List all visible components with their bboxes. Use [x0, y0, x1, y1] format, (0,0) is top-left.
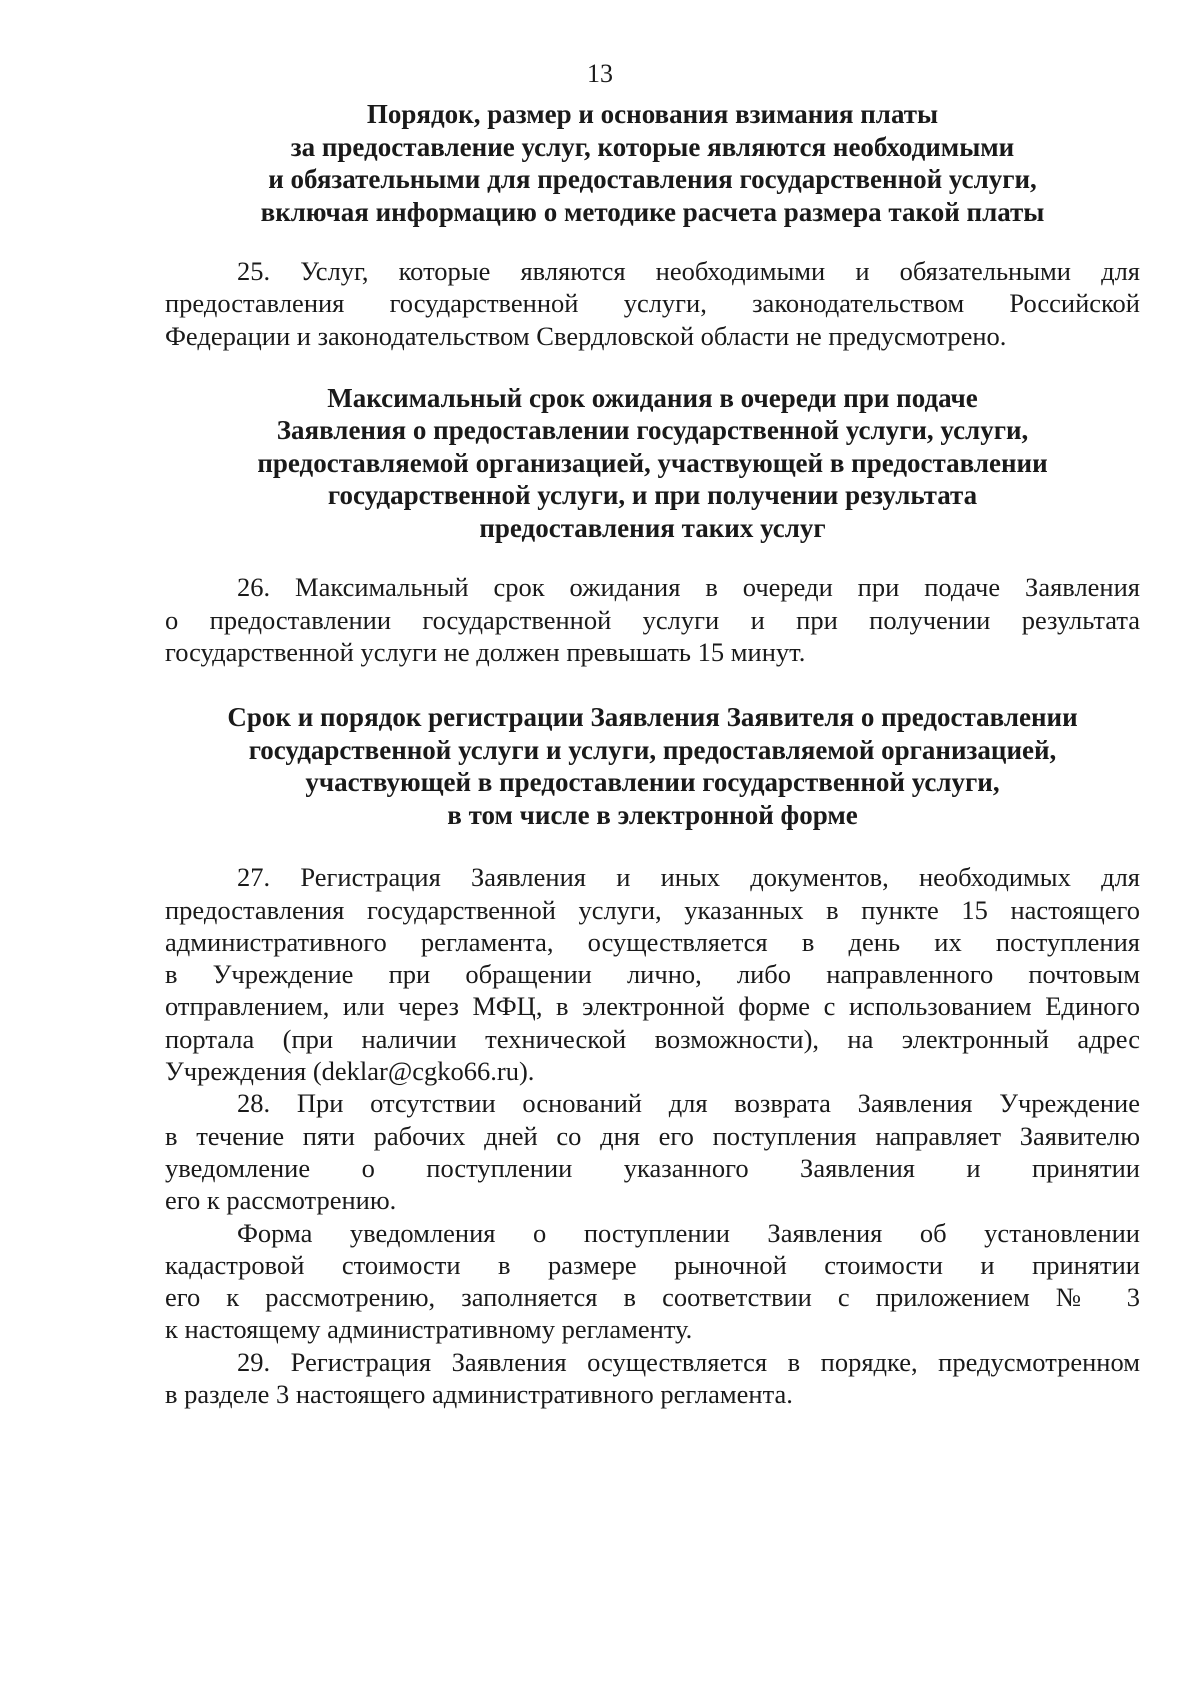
paragraph-line: Учреждения (deklar@cgko66.ru). [165, 1056, 535, 1087]
heading-line: участвующей в предоставлении государственной услуги, [305, 767, 1000, 798]
paragraph-line: кадастровой стоимости в размере рыночной стоимости и принятии [165, 1249, 1140, 1280]
paragraph-notification-form [165, 1217, 1140, 1346]
paragraph-line: отправлением, или через МФЦ, в электронной форме с использованием Единого [165, 991, 1140, 1022]
paragraph-line: государственной услуги не должен превышать 15 минут. [165, 636, 806, 667]
paragraph-26 [165, 571, 1140, 668]
paragraph-line: 26. Максимальный срок ожидания в очереди при подаче Заявления [237, 572, 1140, 603]
paragraph-line: в течение пяти рабочих дней со дня его поступления направляет Заявителю [165, 1120, 1140, 1151]
paragraph-line: к настоящему административному регламенту. [165, 1314, 693, 1345]
paragraph-line: о предоставлении государственной услуги и при получении результата [165, 604, 1140, 635]
paragraph-line: портала (при наличии технической возможности), на электронный адрес [165, 1023, 1140, 1054]
heading-line: предоставления таких услуг [479, 512, 826, 543]
section-heading-registration [165, 701, 1140, 831]
page-number: 13 [587, 59, 613, 88]
heading-line: Порядок, размер и основания взимания платы [366, 99, 939, 129]
paragraph-27 [165, 861, 1140, 1087]
heading-line: Заявления о предоставлении государственной услуги, услуги, [276, 415, 1029, 446]
paragraph-line: предоставления государственной услуги, законодательством Российской [165, 288, 1140, 319]
paragraph-line: уведомление о поступлении указанного Заявления и принятии [165, 1152, 1140, 1183]
heading-line: государственной услуги и услуги, предоставляемой организацией, [248, 734, 1057, 765]
paragraph-line: в Учреждение при обращении лично, либо направленного почтовым [165, 959, 1140, 990]
heading-line: за предоставление услуг, которые являются необходимыми [290, 131, 1015, 162]
paragraph-line: 29. Регистрация Заявления осуществляется в порядке, предусмотренном [237, 1346, 1140, 1377]
heading-line: и обязательными для предоставления государственной услуги, [268, 164, 1037, 194]
heading-line: предоставляемой организацией, участвующей в предоставлении [257, 447, 1048, 478]
heading-line: включая информацию о методике расчета размера такой платы [260, 196, 1045, 227]
heading-line: Максимальный срок ожидания в очереди при подаче [327, 382, 978, 413]
paragraph-line: предоставления государственной услуги, указанных в пункте 15 настоящего [165, 894, 1140, 925]
section-heading-queue-time [165, 382, 1140, 545]
heading-line: в том числе в электронной форме [447, 799, 858, 830]
paragraph-line: в разделе 3 настоящего административного регламента. [165, 1379, 793, 1410]
paragraph-line: его к рассмотрению. [165, 1185, 397, 1216]
paragraph-line: 25. Услуг, которые являются необходимыми и обязательными для [237, 256, 1140, 286]
paragraph-28 [165, 1087, 1140, 1216]
paragraph-line: 28. При отсутствии оснований для возврата Заявления Учреждение [237, 1088, 1140, 1119]
paragraph-line: административного регламента, осуществляется в день их поступления [165, 926, 1140, 957]
document-body [165, 98, 1140, 1410]
paragraph-line: 27. Регистрация Заявления и иных документов, необходимых для [237, 862, 1140, 893]
heading-line: государственной услуги, и при получении результата [327, 480, 978, 511]
paragraph-25 [165, 255, 1140, 352]
paragraph-line: Форма уведомления о поступлении Заявления об установлении [237, 1217, 1140, 1248]
paragraph-line: Федерации и законодательством Свердловской области не предусмотрено. [165, 320, 1007, 351]
section-heading-fee-procedure [165, 98, 1140, 228]
paragraph-line: его к рассмотрению, заполняется в соответствии с приложением № 3 [165, 1282, 1140, 1313]
heading-line: Срок и порядок регистрации Заявления Заявителя о предоставлении [227, 702, 1078, 733]
paragraph-29 [165, 1346, 1140, 1411]
